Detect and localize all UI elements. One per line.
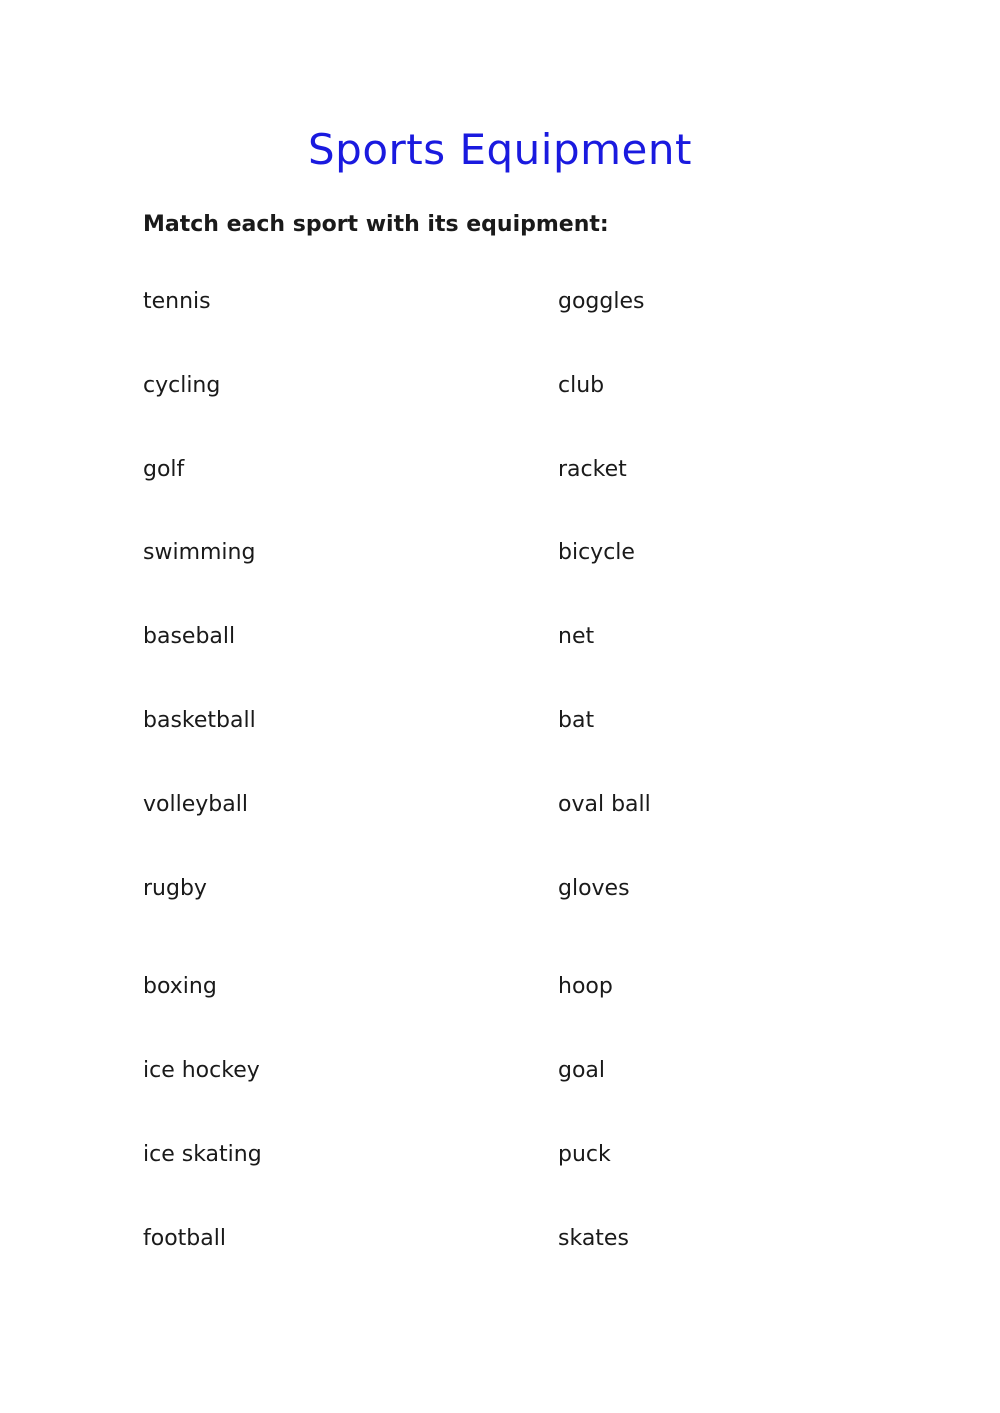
sport-item: baseball <box>143 624 236 649</box>
sport-item: football <box>143 1226 226 1251</box>
equipment-item: bicycle <box>558 540 635 565</box>
sport-item: swimming <box>143 540 256 565</box>
equipment-item: racket <box>558 457 627 482</box>
sport-item: cycling <box>143 373 221 398</box>
equipment-item: goal <box>558 1058 606 1083</box>
equipment-item: bat <box>558 708 595 733</box>
sport-item: tennis <box>143 289 211 314</box>
sport-item: golf <box>143 457 185 482</box>
equipment-item: goggles <box>558 289 645 314</box>
equipment-item: club <box>558 373 605 398</box>
equipment-item: net <box>558 624 595 649</box>
sport-item: basketball <box>143 708 256 733</box>
equipment-item: gloves <box>558 876 630 901</box>
sport-item: ice hockey <box>143 1058 260 1083</box>
sport-item: ice skating <box>143 1142 262 1167</box>
sport-item: volleyball <box>143 792 248 817</box>
equipment-item: skates <box>558 1226 629 1251</box>
equipment-item: puck <box>558 1142 611 1167</box>
page-title: Sports Equipment <box>308 125 692 174</box>
sport-item: rugby <box>143 876 207 901</box>
instruction-text: Match each sport with its equipment: <box>143 212 609 237</box>
sport-item: boxing <box>143 974 217 999</box>
equipment-item: hoop <box>558 974 613 999</box>
equipment-item: oval ball <box>558 792 651 817</box>
